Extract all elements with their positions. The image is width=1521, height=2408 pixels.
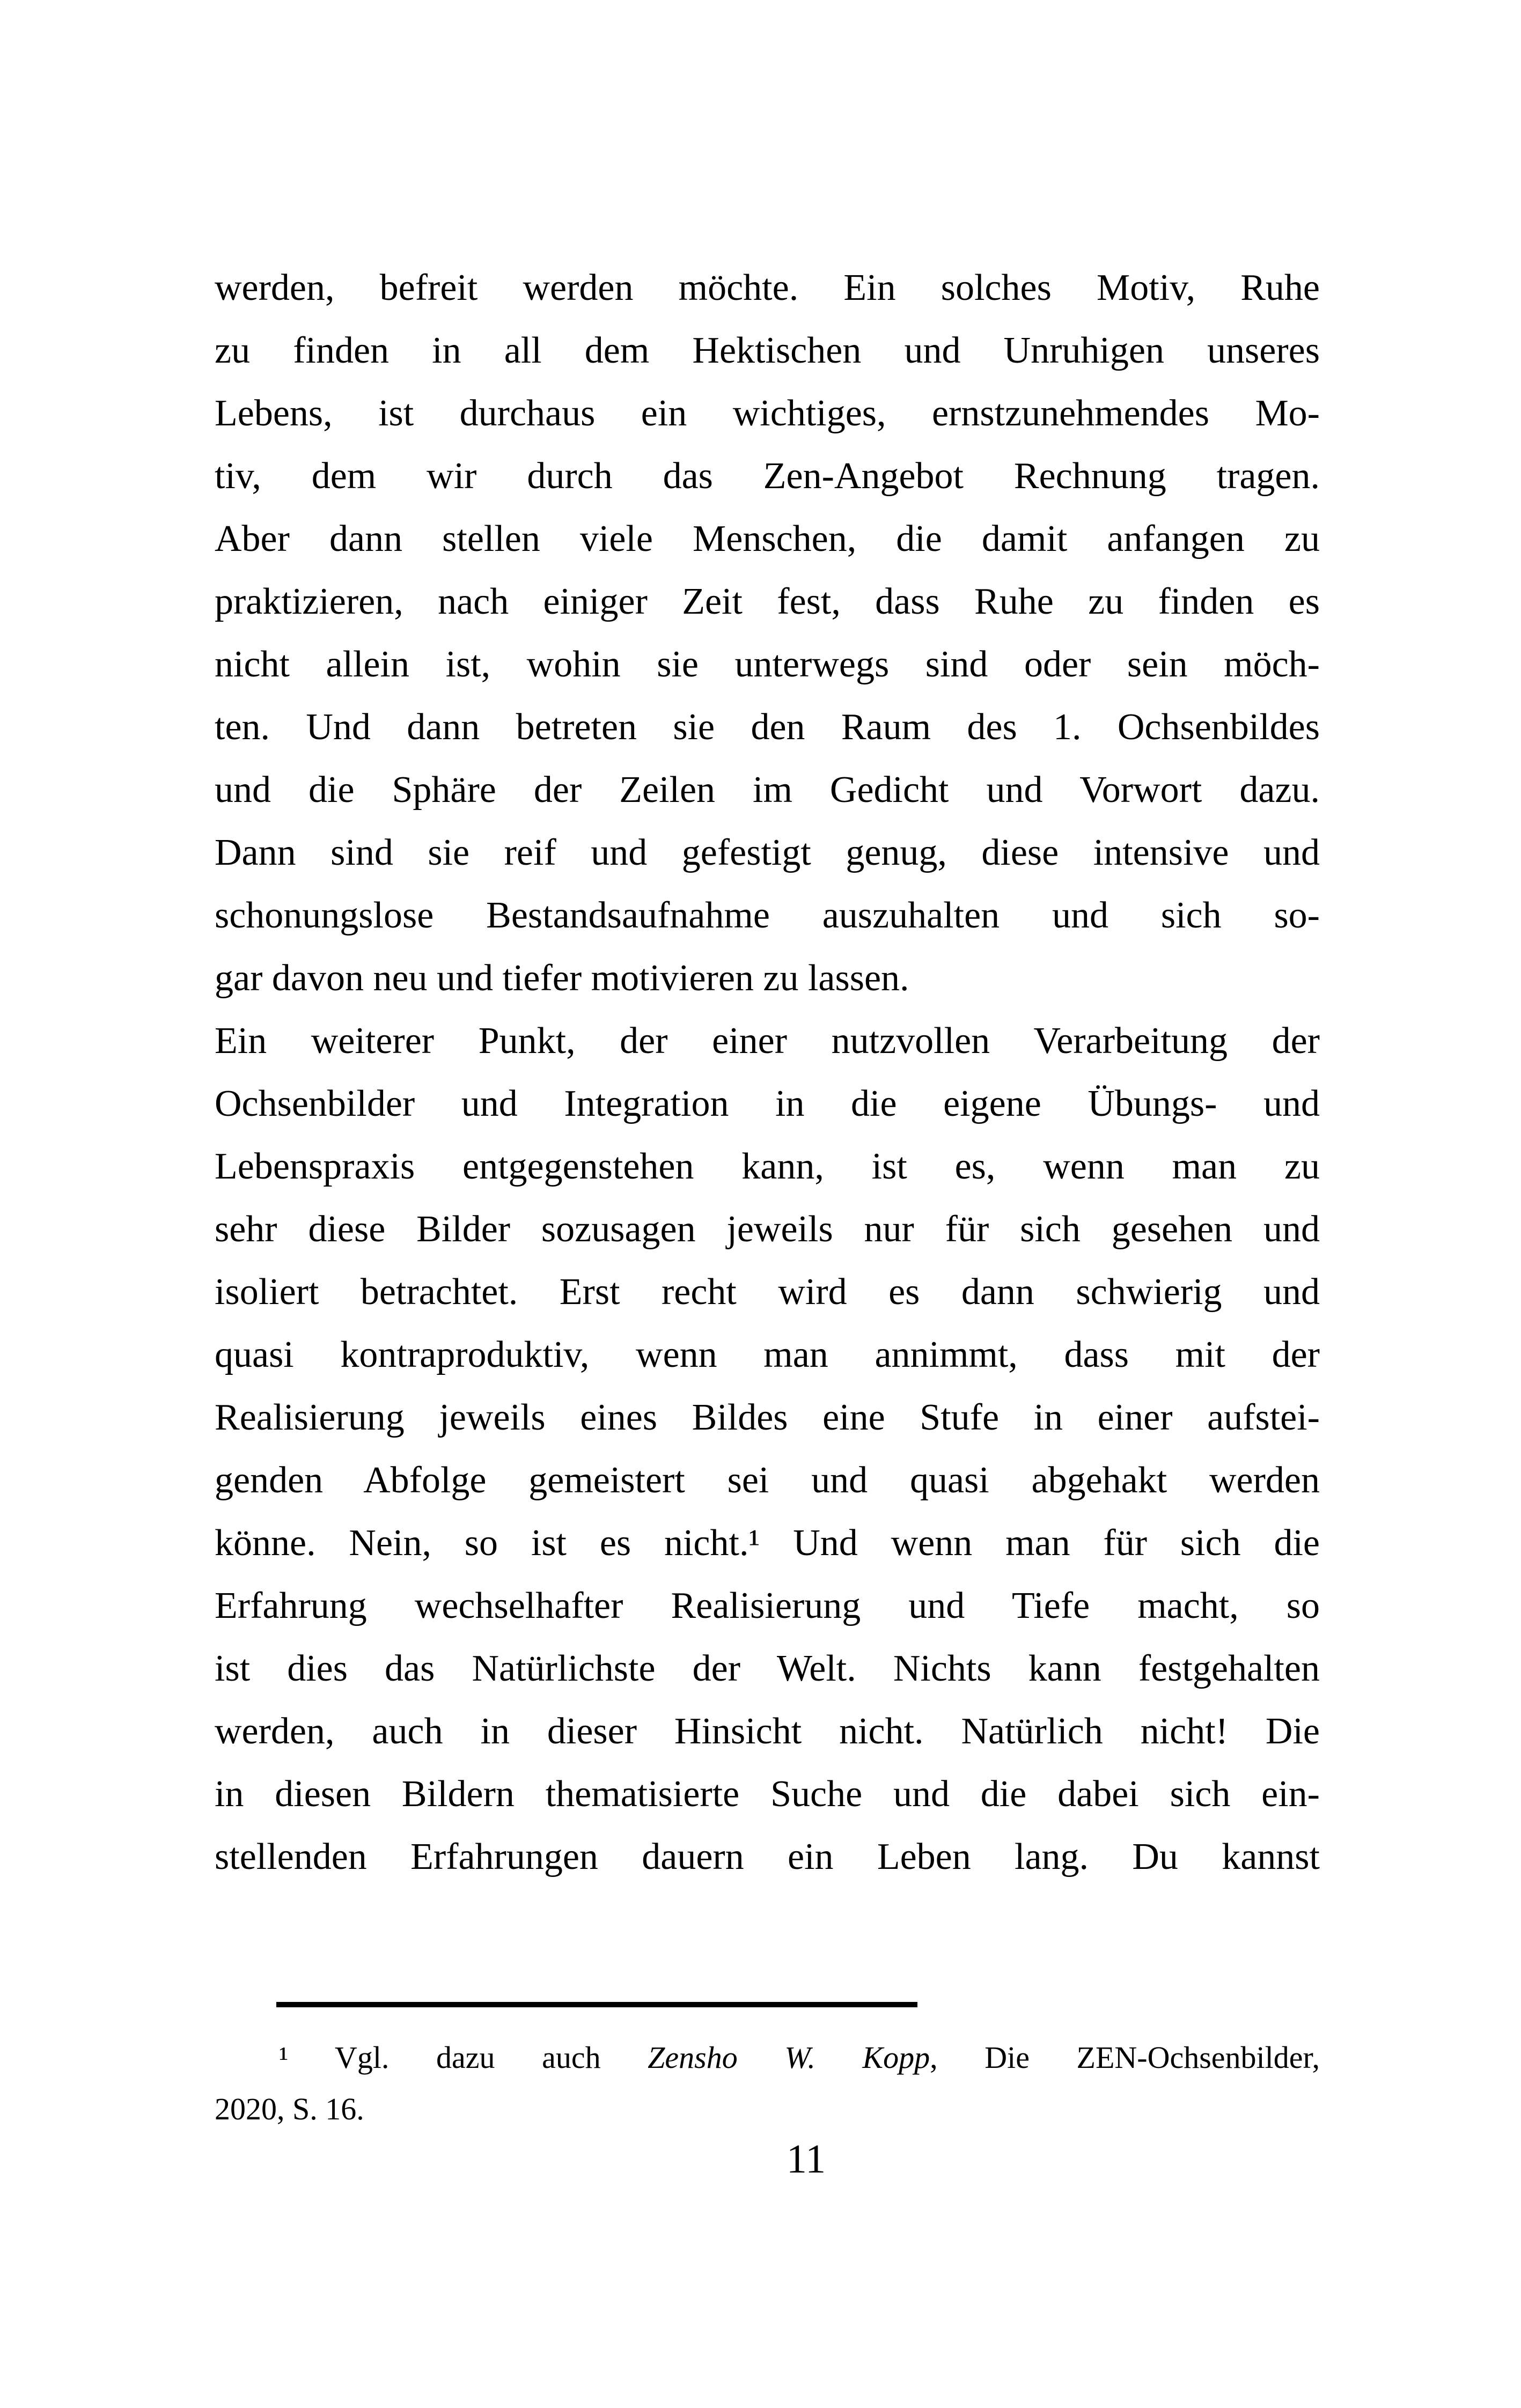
text-line: tiv, dem wir durch das Zen-Angebot Rechnung tragen. [215,455,1320,497]
text-line: Realisierung jeweils eines Bildes eine Stufe in einer aufstei- [215,1397,1320,1438]
text-line: Ochsenbilder und Integration in die eigene Übungs- und [215,1083,1320,1124]
footnote-marker-and-text: ¹ Vgl. dazu auch [279,2040,648,2075]
text-line: Dann sind sie reif und gefestigt genug, diese intensive und [215,832,1320,873]
text-line: werden, auch in dieser Hinsicht nicht. Natürlich nicht! Die [215,1711,1320,1752]
text-line: werden, befreit werden möchte. Ein solches Motiv, Ruhe [215,267,1320,308]
text-line: ist dies das Natürlichste der Welt. Nichts kann festgehalten [215,1648,1320,1689]
text-line: genden Abfolge gemeistert sei und quasi abgehakt werden [215,1460,1320,1501]
text-line: Ein weiterer Punkt, der einer nutzvollen Verarbeitung der [215,1020,1320,1062]
text-line: Aber dann stellen viele Menschen, die damit anfangen zu [215,518,1320,559]
text-line: schonungslose Bestandsaufnahme auszuhalten und sich so- [215,895,1320,936]
text-line: könne. Nein, so ist es nicht.¹ Und wenn man für sich die [215,1522,1320,1564]
text-line: gar davon neu und tiefer motivieren zu lassen. [215,958,909,999]
page-number: 11 [786,2137,826,2182]
footnote-author-italic: Zensho W. Kopp [648,2040,930,2075]
footnote-separator-rule [276,2002,917,2007]
text-line: und die Sphäre der Zeilen im Gedicht und Vorwort dazu. [215,769,1320,811]
footnote [215,2032,1320,2135]
text-line: Lebenspraxis entgegenstehen kann, ist es, wenn man zu [215,1146,1320,1187]
text-line: praktizieren, nach einiger Zeit fest, dass Ruhe zu finden es [215,581,1320,622]
text-line: in diesen Bildern thematisierte Suche und die dabei sich ein- [215,1773,1320,1815]
text-line: ten. Und dann betreten sie den Raum des 1. Ochsenbildes [215,706,1320,748]
text-line: Erfahrung wechselhafter Realisierung und Tiefe macht, so [215,1585,1320,1626]
text-line: isoliert betrachtet. Erst recht wird es dann schwierig und [215,1271,1320,1313]
text-line: zu finden in all dem Hektischen und Unruhigen unseres [215,330,1320,371]
text-line: sehr diese Bilder sozusagen jeweils nur für sich gesehen und [215,1209,1320,1250]
footnote-line: 2020, S. 16. [215,2092,364,2126]
footnote-title-text: , Die ZEN-Ochsenbilder, [930,2040,1320,2075]
footnote-line [215,2032,1320,2083]
body-text [215,256,1320,1888]
text-line: nicht allein ist, wohin sie unterwegs sind oder sein möch- [215,644,1320,685]
text-line: stellenden Erfahrungen dauern ein Leben lang. Du kannst [215,1836,1320,1877]
text-line: quasi kontraproduktiv, wenn man annimmt, dass mit der [215,1334,1320,1375]
text-line: Lebens, ist durchaus ein wichtiges, ernstzunehmendes Mo- [215,393,1320,434]
